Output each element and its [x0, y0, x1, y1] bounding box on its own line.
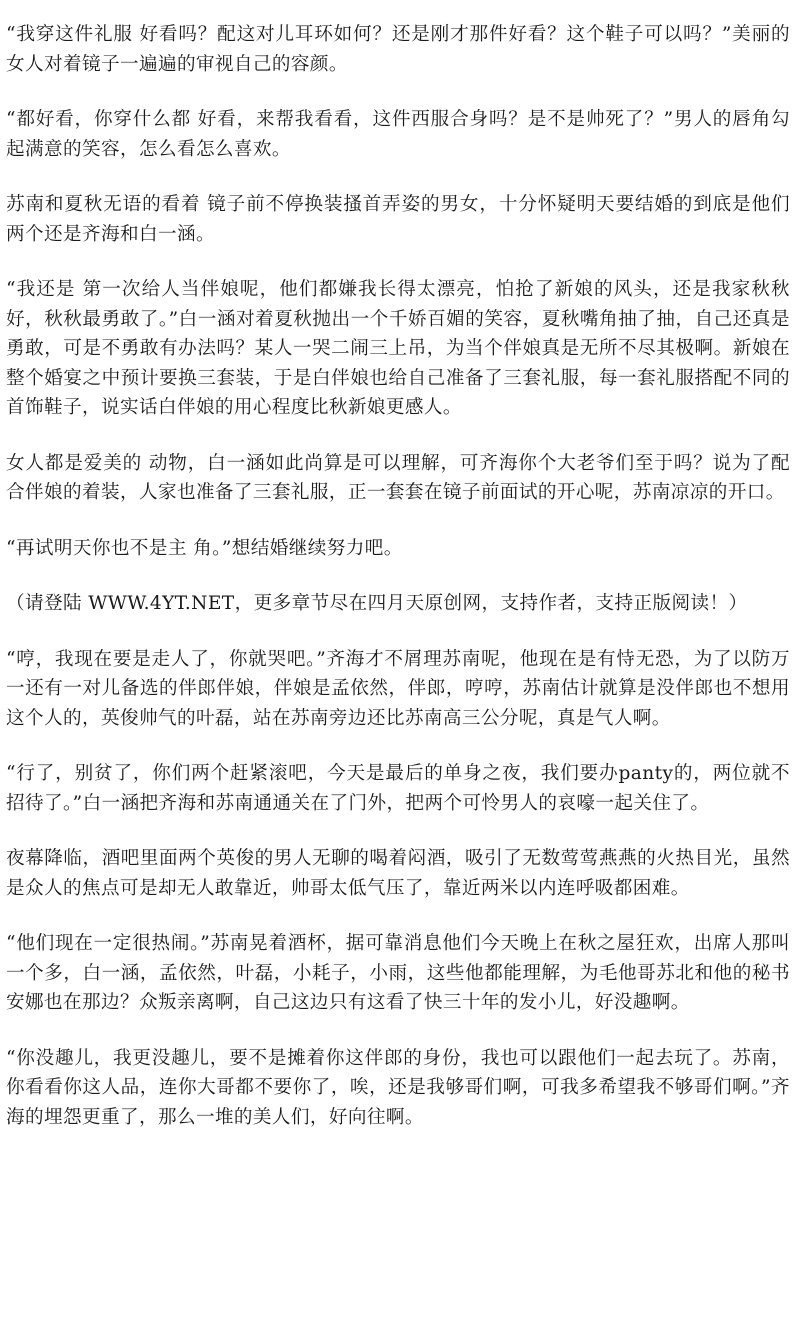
paragraph-2: “都好看，你穿什么都 好看，来帮我看看，这件西服合身吗？是不是帅死了？”男人的唇角勾起满意的笑容，怎么看怎么喜欢。	[6, 109, 790, 160]
paragraph-5: 女人都是爱美的 动物，白一涵如此尚算是可以理解，可齐海你个大老爷们至于吗？说为了配合伴娘的着装，人家也准备了三套礼服，正一套套在镜子前面试的开心呢，苏南凉凉的开口。	[6, 452, 790, 503]
paragraph-8: “哼，我现在要是走人了，你就哭吧。”齐海才不屑理苏南呢，他现在是有恃无恐，为了以防万一还有一对儿备选的伴郎伴娘，伴娘是孟依然，伴郎，哼哼，苏南估计就算是没伴郎也不想用这个人的，英俊帅气的叶磊，站在苏南旁边还比苏南高三公分呢，真是气人啊。	[6, 648, 790, 729]
paragraph-3: 苏南和夏秋无语的看着 镜子前不停换装搔首弄姿的男女，十分怀疑明天要结婚的到底是他们两个还是齐海和白一涵。	[6, 194, 790, 245]
paragraph-7: （请登陆 WWW.4YT.NET，更多章节尽在四月天原创网，支持作者，支持正版阅读！）	[6, 593, 748, 614]
paragraph-12: “你没趣儿，我更没趣儿，要不是摊着你这伴郎的身份，我也可以跟他们一起去玩了。苏南，你看看你这人品，连你大哥都不要你了，唉，还是我够哥们啊，可我多希望我不够哥们啊。”齐海的埋怨更重了，那么一堆的美人们，好向往啊。	[6, 1047, 790, 1128]
paragraph-9: “行了，别贫了，你们两个赶紧滚吧，今天是最后的单身之夜，我们要办panty的，两位就不招待了。”白一涵把齐海和苏南通通关在了门外，把两个可怜男人的哀嚎一起关住了。	[6, 763, 790, 814]
paragraph-4: “我还是 第一次给人当伴娘呢，他们都嫌我长得太漂亮，怕抢了新娘的风头，还是我家秋秋好，秋秋最勇敢了。”白一涵对着夏秋抛出一个千娇百媚的笑容，夏秋嘴角抽了抽，自己还真是勇敢，可是不勇敢有办法吗？某人一哭二闹三上吊，为当个伴娘真是无所不尽其极啊。新娘在整个婚宴之中预计要换三套装，于是白伴娘也给自己准备了三套礼服，每一套礼服搭配不同的首饰鞋子，说实话白伴娘的用心程度比秋新娘更感人。	[6, 279, 790, 418]
paragraph-1: “我穿这件礼服 好看吗？配这对儿耳环如何？还是刚才那件好看？这个鞋子可以吗？”美丽的女人对着镜子一遍遍的审视自己的容颜。	[6, 24, 790, 75]
paragraph-10: 夜幕降临，酒吧里面两个英俊的男人无聊的喝着闷酒，吸引了无数莺莺燕燕的火热目光，虽然是众人的焦点可是却无人敢靠近，帅哥太低气压了，靠近两米以内连呼吸都困难。	[6, 848, 790, 899]
paragraph-6: “再试明天你也不是主 角。”想结婚继续努力吧。	[6, 537, 403, 559]
paragraph-11: “他们现在一定很热闹。”苏南晃着酒杯，据可靠消息他们今天晚上在秋之屋狂欢，出席人那叫一个多，白一涵，孟依然，叶磊，小耗子，小雨，这些他都能理解，为毛他哥苏北和他的秘书安娜也在那边？众叛亲离啊，自己这边只有这看了快三十年的发小儿，好没趣啊。	[6, 933, 790, 1013]
